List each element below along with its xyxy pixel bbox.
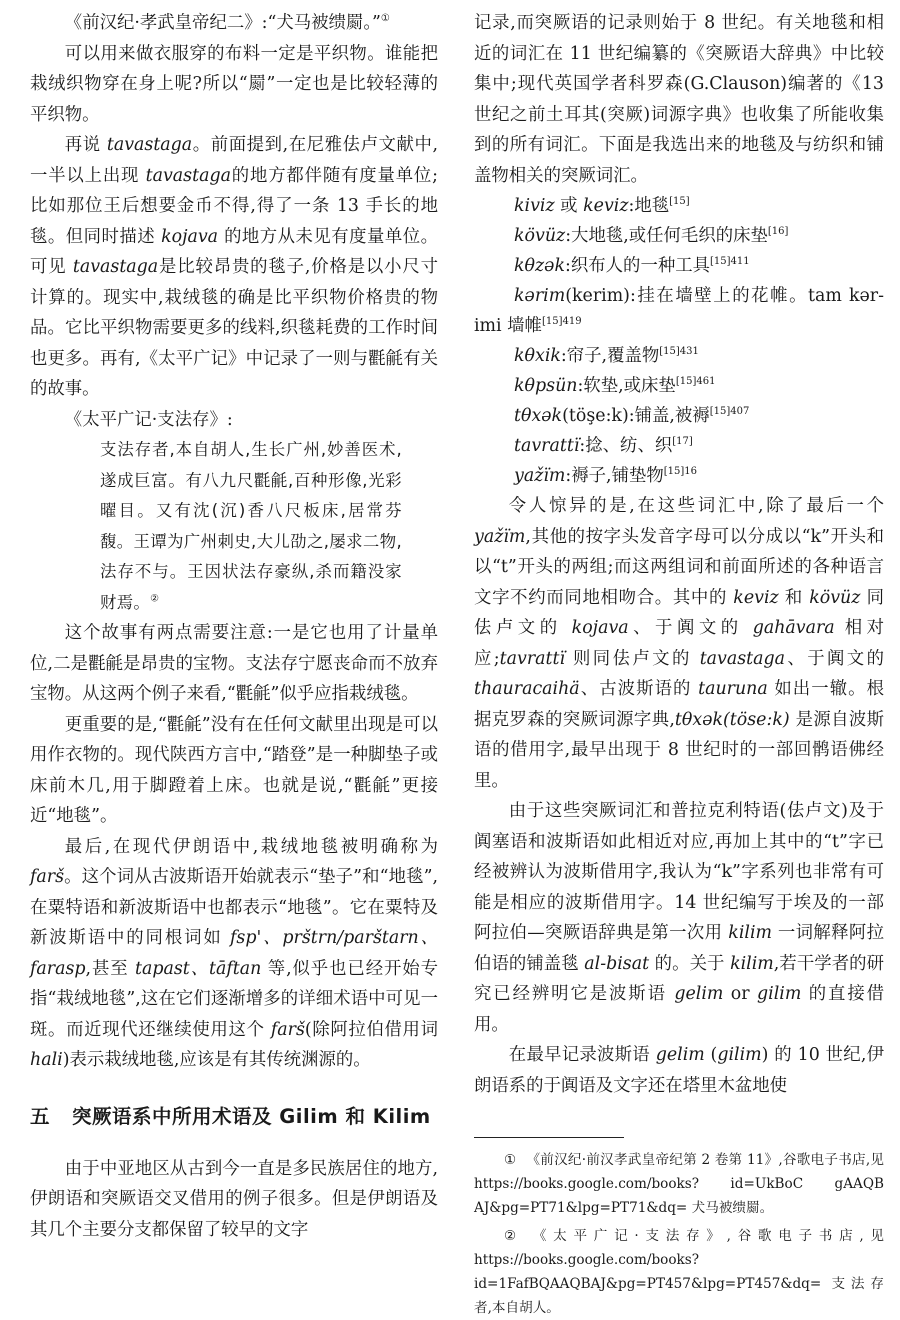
term: yažïm	[474, 526, 526, 547]
term: kojava	[161, 226, 219, 247]
footnote	[474, 1148, 884, 1220]
paragraph: 记录,而突厥语的记录则始于 8 世纪。有关地毯和相近的词汇在 11 世纪编纂的《突厥语大辞典》中比较集中;现代英国学者科罗森(G.Clauson)编著的《13 世纪之前土耳其(突厥)词源字典》也收集了所能收集到的所有词汇。下面是我选出来的地毯及与纺织和铺盖物相关的突厥词汇。	[474, 13, 884, 186]
citation-ref[interactable]: [16]	[767, 226, 789, 238]
citation-ref[interactable]: [15]	[669, 196, 690, 208]
section-title: 突厥语系中所用术语及 Gilim 和 Kilim	[72, 1104, 431, 1128]
term: hali	[30, 1050, 63, 1070]
term: tavastaga	[106, 135, 193, 155]
section-number: 五	[30, 1104, 51, 1128]
vocab-item: kərim(kerim):挂在墙壁上的花帷。tam kər-imi 墙帷$^{[15]419}$	[474, 286, 884, 336]
term: gilim	[717, 1045, 762, 1065]
paragraph: 在最早记录波斯语 gelim (gilim) 的 10 世纪,伊朗语系的于阗语及文字还在塔里木盆地使	[474, 1045, 885, 1096]
paragraph: 这个故事有两点需要注意:一是它也用了计量单位,二是氍毹是昂贵的宝物。支法存宁愿丧命而不放弃宝物。从这两个例子来看,“氍毹”似乎应指栽绒毯。	[30, 623, 438, 704]
footnote	[474, 1224, 884, 1320]
term: keviz	[733, 587, 779, 608]
citation-ref[interactable]: [17]	[672, 436, 693, 448]
footnote-text: 《前汉纪·前汉孝武皇帝纪第 2 卷第 11》,谷歌电子书店,见 https://books.google.com/books? id=UkBoC gAAQB AJ&pg=PT71&lpg=PT71&dq= 犬马被缋罽。	[474, 1152, 885, 1216]
term: kilim	[730, 953, 774, 974]
term: gahāvara	[752, 618, 835, 638]
paragraph: 最后,在现代伊朗语中,栽绒地毯被明确称为 farš。这个词从古波斯语开始就表示“垫子”和“地毯”,在粟特语和新波斯语中也都表示“地毯”。它在粟特及新波斯语中的同根词如 fsp'、prštrn/parštarn、farasp,甚至 tapast、tāftan 等,似乎也已经开始专指“栽绒地毯”,这在它们逐渐增多的详细术语中可见一斑。而近现代还继续使用这个 farš(除阿拉伯借用词 hali)表示栽绒地毯,应该是有其传统渊源的。	[30, 836, 439, 1070]
vocab-item: kθzək:织布人的一种工具$^{[15]411}$	[514, 256, 750, 276]
term: gilim	[757, 984, 802, 1004]
term: kövüz	[809, 587, 861, 608]
citation-ref[interactable]: [15]419	[541, 316, 582, 328]
paragraph: 令人惊异的是,在这些词汇中,除了最后一个 yažïm,其他的按字头发音字母可以分成以“k”开头和以“t”开头的两组;而这两组词和前面所述的各种语言文字不约而同地相吻合。其中的 keviz 和 kövüz 同佉卢文的 kojava、于阗文的 gahāvara 相对应;tavrattï 则同佉卢文的 tavastaga、于阗文的 thauracaihä、古波斯语的 tauruna 如出一辙。根据克罗森的突厥词源字典,tθxək(töse:k) 是源自波斯语的借用字,最早出现于 8 世纪时的一部回鹘语佛经里。	[474, 496, 885, 791]
footnote-divider	[474, 1137, 624, 1138]
citation-ref[interactable]: [15]431	[659, 346, 699, 358]
term: al-bisat	[584, 953, 650, 974]
paragraph: 更重要的是,“氍毹”没有在任何文献里出现是可以用作衣物的。现代陕西方言中,“踏登”是一种脚垫子或床前木几,用于脚蹬着上床。也就是说,“氍毹”更接近“地毯”。	[30, 714, 438, 826]
term: tavrattï	[499, 648, 566, 669]
footnote-ref[interactable]: ②	[150, 593, 160, 605]
vocab-item: kövüz:大地毯,或任何毛织的床垫[16]	[514, 226, 789, 246]
vocab-item: kiviz 或 keviz:地毯[15]	[514, 196, 690, 216]
left-column	[30, 8, 438, 1245]
footnotes	[474, 1148, 884, 1320]
vocab-list	[474, 191, 884, 491]
vocab-item: kθpsün:软垫,或床垫$^{[15]461}$	[514, 376, 716, 396]
term: tapast、tāftan	[135, 958, 262, 979]
term: tavastaga	[72, 257, 159, 277]
term: tavastaga	[145, 165, 231, 186]
vocab-item: tθxək(töşe:k):铺盖,被褥$^{[15]407}$	[514, 406, 750, 426]
footnote-mark: ②	[504, 1228, 523, 1244]
term: gelim	[655, 1045, 705, 1065]
term: farš	[270, 1019, 305, 1040]
citation-ref[interactable]: [15]407	[709, 406, 750, 418]
term: fsp'、prštrn/parštarn、farasp	[30, 928, 439, 979]
term: kojava	[571, 618, 629, 638]
paragraph: 《太平广记·支法存》:	[64, 409, 233, 430]
term: kilim	[728, 923, 773, 943]
paragraph: 再说 tavastaga。前面提到,在尼雅佉卢文献中,一半以上出现 tavastaga的地方都伴随有度量单位;比如那位王后想要金币不得,得了一条 13 手长的地毯。但同时描述 kojava 的地方从未见有度量单位。可见 tavastaga是比较昂贵的毯子,价格是以小尺寸计算的。现实中,栽绒毯的确是比平织物价格贵的物品。它比平织物需要更多的线料,织毯耗费的工作时间也更多。再有,《太平广记》中记录了一则与氍毹有关的故事。	[30, 135, 439, 399]
paragraph: 《前汉纪·孝武皇帝纪二》:“犬马被缋罽。”①	[64, 13, 390, 33]
citation-ref[interactable]: [15]411	[710, 256, 750, 268]
vocab-item: yažïm:褥子,铺垫物$^{[15]16}$	[514, 466, 698, 486]
footnote-text: 《太平广记·支法存》,谷歌电子书店,见 https://books.google.com/books? id=1FafBQAAQBAJ&pg=PT457&lpg=PT457&dq= 支法存者,本自胡人。	[474, 1228, 884, 1316]
term: tavastaga	[699, 648, 786, 669]
block-quote: 支法存者,本自胡人,生长广州,妙善医术,遂成巨富。有八九尺氍毹,百种形像,光彩曜目。又有沈(沉)香八尺板床,居常芬馥。王谭为广州刺史,大儿劭之,屡求二物,法存不与。王因状法存豪纵,杀而籍没家财焉。②	[100, 440, 402, 612]
section-heading	[30, 1102, 438, 1132]
right-column	[474, 8, 884, 1320]
citation-ref[interactable]: [15]16	[663, 466, 698, 478]
paragraph: 可以用来做衣服穿的布料一定是平织物。谁能把栽绒织物穿在身上呢?所以“罽”一定也是比较轻薄的平织物。	[30, 43, 438, 125]
citation-ref[interactable]: [15]461	[675, 376, 716, 388]
term: thauracaihä	[474, 679, 580, 699]
term: gelim	[674, 984, 724, 1004]
term: farš	[30, 867, 65, 887]
term: tθxək(töse:k)	[674, 709, 790, 730]
vocab-item: tavrattï:捻、纺、织[17]	[514, 436, 693, 456]
term: tauruna	[698, 679, 768, 699]
vocab-item: kθxik:帘子,覆盖物$^{[15]431}$	[514, 346, 699, 366]
footnote-mark: ①	[504, 1152, 517, 1168]
footnote-ref[interactable]: ①	[380, 13, 390, 25]
paragraph: 由于中亚地区从古到今一直是多民族居住的地方,伊朗语和突厥语交叉借用的例子很多。但是伊朗语及其几个主要分支都保留了较早的文字	[30, 1158, 438, 1240]
paragraph: 由于这些突厥词汇和普拉克利特语(佉卢文)及于阗塞语和波斯语如此相近对应,再加上其中的“t”字已经被辨认为波斯借用字,我认为“k”字系列也非常有可能是相应的波斯借用字。14 世纪编写于埃及的一部阿拉伯—突厥语辞典是第一次用 kilim 一词解释阿拉伯语的铺盖毯 al-bisat 的。关于 kilim,若干学者的研究已经辨明它是波斯语 gelim or gilim 的直接借用。	[474, 801, 885, 1035]
